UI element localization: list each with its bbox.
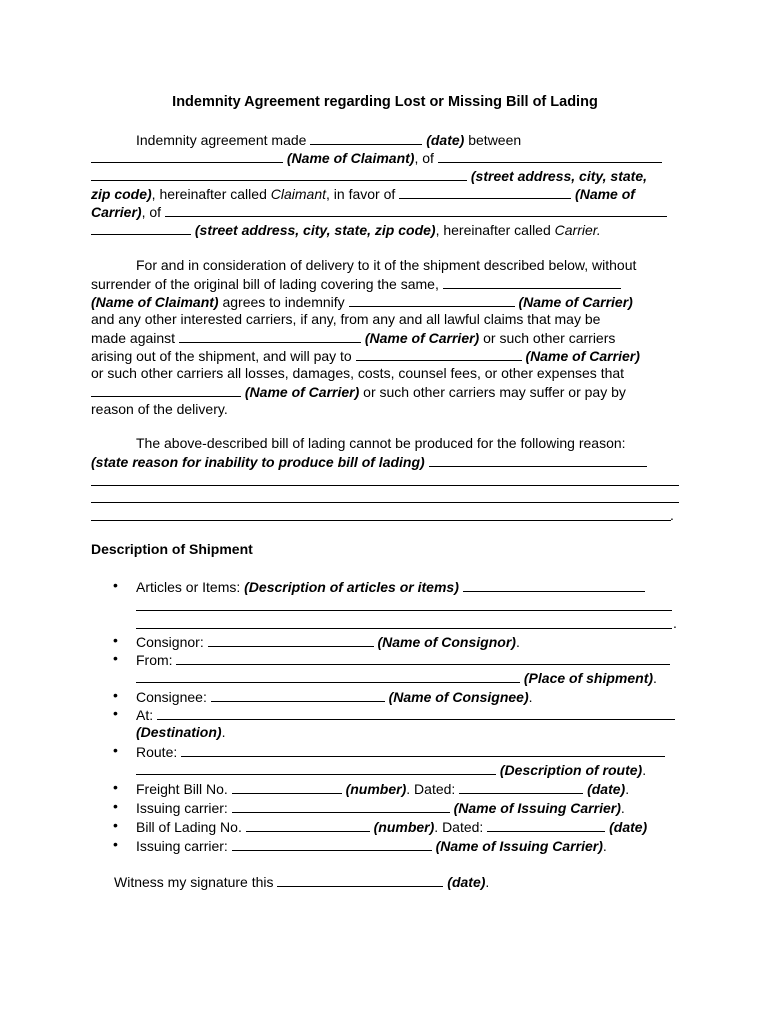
- p2-blank-5[interactable]: [91, 382, 241, 397]
- p2-line-5: made against (Name of Carrier) or such other carriers: [91, 330, 616, 346]
- p2-blank-2[interactable]: [349, 292, 515, 307]
- reason-blank-2[interactable]: [91, 485, 679, 486]
- route-blank-1[interactable]: [181, 742, 665, 757]
- at-blank[interactable]: [157, 705, 675, 720]
- claimant-name-blank[interactable]: [91, 148, 283, 163]
- consignor-blank[interactable]: [208, 632, 374, 647]
- witness-line: Witness my signature this (date).: [114, 874, 490, 890]
- p2-blank-1[interactable]: [443, 274, 621, 289]
- date-blank[interactable]: [310, 130, 422, 145]
- bullet-icon: •: [113, 705, 118, 721]
- at-line: At:: [136, 705, 675, 724]
- articles-blank-1[interactable]: [463, 577, 645, 592]
- bullet-icon: •: [113, 742, 118, 758]
- bullet-icon: •: [113, 632, 118, 648]
- p3-line-2: (state reason for inability to produce bill of lading): [91, 452, 647, 471]
- p1-line-1: Indemnity agreement made (date) between: [136, 132, 522, 148]
- consignee-blank[interactable]: [211, 687, 385, 702]
- section-title: Description of Shipment: [91, 541, 253, 557]
- p2-line-1: For and in consideration of delivery to it of the shipment described below, without: [136, 257, 637, 273]
- bol-number-blank[interactable]: [246, 817, 370, 832]
- bol-line: Bill of Lading No. (number). Dated: (date): [136, 819, 648, 835]
- bullet-icon: •: [113, 577, 118, 593]
- issuing-carrier-blank-2[interactable]: [232, 836, 432, 851]
- claimant-address-blank-2[interactable]: [91, 166, 467, 181]
- reason-blank-3[interactable]: [91, 502, 679, 503]
- document-title: Indemnity Agreement regarding Lost or Missing Bill of Lading: [172, 94, 598, 110]
- claimant-address-blank-1[interactable]: [438, 148, 662, 163]
- route-blank-2[interactable]: [136, 760, 496, 775]
- destination-line: (Destination).: [136, 724, 226, 740]
- from-line: From:: [136, 650, 670, 669]
- p2-line-4: and any other interested carriers, if any, from any and all lawful claims that may be: [91, 311, 601, 327]
- p2-line-2: surrender of the original bill of lading covering the same,: [91, 274, 621, 293]
- bol-date-blank[interactable]: [487, 817, 605, 832]
- articles-period: .: [673, 615, 677, 631]
- bullet-icon: •: [113, 687, 118, 703]
- bullet-icon: •: [113, 798, 118, 814]
- p3-line-1: The above-described bill of lading cannot be produced for the following reason:: [136, 435, 626, 451]
- consignee-line: Consignee: (Name of Consignee).: [136, 689, 533, 705]
- bullet-icon: •: [113, 650, 118, 666]
- p1-line-5: Carrier), of: [91, 202, 667, 221]
- p1-line-4: zip code), hereinafter called Claimant, in favor of (Name of: [91, 186, 635, 202]
- carrier-address-blank-1[interactable]: [165, 202, 667, 217]
- reason-blank-4[interactable]: [91, 520, 671, 521]
- freight-line: Freight Bill No. (number). Dated: (date).: [136, 781, 630, 797]
- p2-line-6: arising out of the shipment, and will pay to (Name of Carrier): [91, 348, 640, 364]
- issuing-carrier-line-1: Issuing carrier: (Name of Issuing Carrier).: [136, 800, 625, 816]
- carrier-name-blank[interactable]: [399, 184, 571, 199]
- articles-line: Articles or Items: (Description of articles or items): [136, 577, 645, 596]
- issuing-carrier-blank-1[interactable]: [232, 798, 450, 813]
- reason-blank-1[interactable]: [429, 452, 647, 467]
- p2-line-3: (Name of Claimant) agrees to indemnify (Name of Carrier): [91, 294, 633, 310]
- freight-date-blank[interactable]: [459, 779, 583, 794]
- freight-number-blank[interactable]: [232, 779, 342, 794]
- bullet-icon: •: [113, 817, 118, 833]
- p2-line-9: reason of the delivery.: [91, 401, 228, 417]
- from-blank-1[interactable]: [176, 650, 670, 665]
- carrier-address-blank-2[interactable]: [91, 220, 191, 235]
- articles-blank-2[interactable]: [136, 610, 672, 611]
- consignor-line: Consignor: (Name of Consignor).: [136, 634, 520, 650]
- p2-blank-4[interactable]: [356, 346, 522, 361]
- witness-date-blank[interactable]: [277, 872, 443, 887]
- from-blank-2[interactable]: [136, 668, 520, 683]
- route-line: Route:: [136, 742, 665, 761]
- bullet-icon: •: [113, 836, 118, 852]
- p1-line-2: (Name of Claimant), of: [91, 148, 662, 167]
- issuing-carrier-line-2: Issuing carrier: (Name of Issuing Carrier).: [136, 838, 607, 854]
- p2-line-8: (Name of Carrier) or such other carriers may suffer or pay by: [91, 382, 626, 401]
- articles-blank-3[interactable]: [136, 628, 672, 629]
- reason-period: .: [670, 507, 674, 523]
- route-line-2: (Description of route).: [136, 760, 646, 779]
- from-line-2: (Place of shipment).: [136, 668, 657, 687]
- p1-line-6: (street address, city, state, zip code), hereinafter called Carrier.: [91, 220, 601, 239]
- bullet-icon: •: [113, 779, 118, 795]
- p2-line-7: or such other carriers all losses, damages, costs, counsel fees, or other expenses that: [91, 365, 625, 381]
- p2-blank-3[interactable]: [179, 328, 361, 343]
- p1-line-3: (street address, city, state,: [91, 166, 647, 185]
